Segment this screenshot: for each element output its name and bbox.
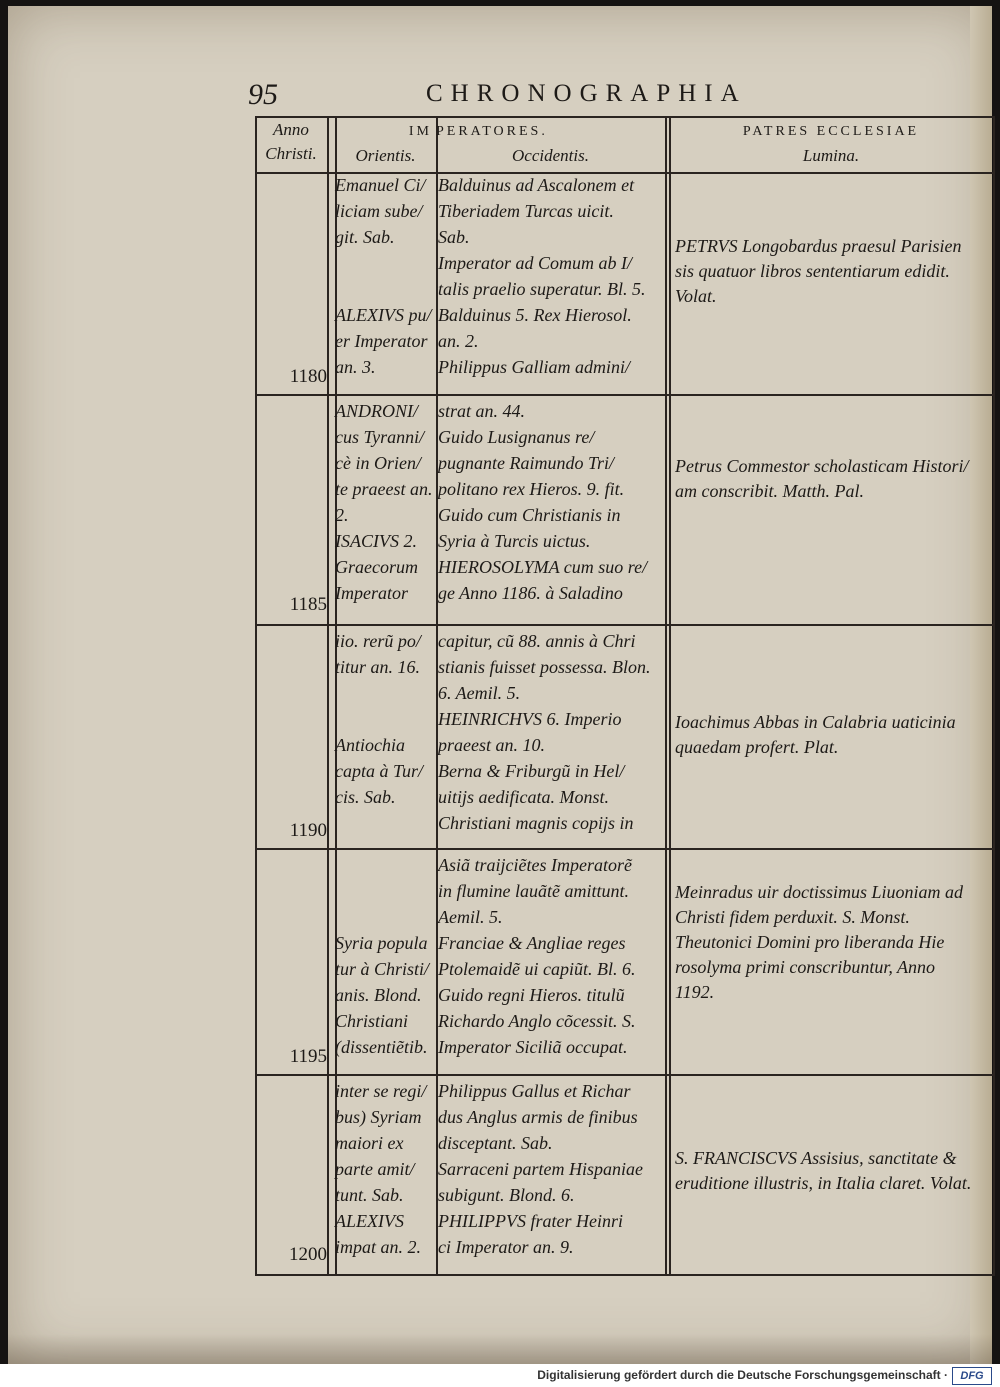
row5-year: 1200	[289, 1244, 327, 1265]
dfg-logo-icon: DFG	[952, 1367, 992, 1385]
rule-bottom	[255, 1274, 995, 1276]
row4-occident: Asiã traijciẽtes Imperatorẽ in flumine lauãtẽ amittunt. Aemil. 5. Franciae & Angliae reges Ptolemaidẽ ui capiũt. Bl. 6. Guido regni Hieros. titulũ Richardo Anglo cõcessit. S. Imperator Siciliã occupat.	[438, 855, 636, 1057]
row3-year: 1190	[289, 820, 327, 841]
rule-row3	[255, 848, 995, 850]
page-number: 95	[248, 78, 278, 111]
header-patres-line1: PATRES ECCLESIAE	[742, 124, 920, 139]
row5-orient: inter se regi/ bus) Syriam maiori ex parte amit/ tunt. Sab. ALEXIVS impat an. 2.	[335, 1081, 427, 1257]
header-patres	[669, 118, 993, 168]
row5-occident: Philippus Gallus et Richar dus Anglus armis de finibus disceptant. Sab. Sarraceni partem Hispaniae subigunt. Blond. 6. PHILIPPVS frater Heinri ci Imperator an. 9.	[438, 1081, 643, 1257]
row1-orient: Emanuel Ci/ liciam sube/ git. Sab. ALEXIVS pu/ er Imperator an. 3.	[335, 175, 432, 377]
header-anno-line2: Christi.	[265, 144, 317, 163]
row4-orient: Syria popula tur à Christi/ anis. Blond. Christiani (dissentiẽtib.	[335, 933, 430, 1057]
row3-patres: Ioachimus Abbas in Calabria uaticinia quaedam profert. Plat.	[675, 712, 956, 757]
header-occidentis	[436, 118, 665, 168]
header-imperatores-b: PERATORES.	[436, 124, 548, 139]
row3-occident: capitur, cũ 88. annis à Chri stianis fuisset possessa. Blon. 6. Aemil. 5. HEINRICHVS 6. Imperio praeest an. 10. Berna & Friburgũ in Hel/ uitijs aedificata. Monst. Christiani magnis copijs in	[438, 631, 651, 833]
header-imperatores-a: IM	[408, 124, 432, 139]
footer-credit: Digitalisierung gefördert durch die Deutsche Forschungsgemeinschaft ·	[537, 1368, 948, 1382]
footer-bar	[0, 1364, 1000, 1387]
header-anno-line1: Anno	[273, 120, 309, 139]
rule-left	[255, 116, 257, 1276]
rule-year	[327, 116, 329, 1276]
row2-orient: ANDRONI/ cus Tyranni/ cè in Orien/ te praeest an. 2. ISACIVS 2. Graecorum Imperator	[335, 401, 433, 603]
chronology-table	[255, 116, 995, 1276]
rule-row2	[255, 624, 995, 626]
row1-patres: PETRVS Longobardus praesul Parisien sis quatuor libros sententiarum edidit. Volat.	[675, 236, 962, 306]
row5-patres: S. FRANCISCVS Assisius, sanctitate & eruditione illustris, in Italia claret. Volat.	[675, 1148, 972, 1193]
page-shadow	[8, 1334, 992, 1364]
rule-patres-left	[669, 116, 671, 1276]
rule-right	[993, 116, 995, 1276]
rule-row4	[255, 1074, 995, 1076]
running-title: CHRONOGRAPHIA	[426, 80, 747, 107]
header-orientis-label: Orientis.	[355, 146, 416, 165]
header-occidentis-label: Occidentis.	[512, 146, 589, 165]
row2-patres: Petrus Commestor scholasticam Histori/ am conscribit. Matth. Pal.	[675, 456, 969, 501]
page-header	[248, 78, 808, 114]
row2-occident: strat an. 44. Guido Lusignanus re/ pugnante Raimundo Tri/ politano rex Hieros. 9. fit. Guido cum Christianis in Syria à Turcis uictus. HIEROSOLYMA cum suo re/ ge Anno 1186. à Saladino	[438, 401, 648, 603]
row1-occident: Balduinus ad Ascalonem et Tiberiadem Turcas uicit. Sab. Imperator ad Comum ab I/ talis praelio superatur. Bl. 5. Balduinus 5. Rex Hierosol. an. 2. Philippus Galliam admini/	[438, 175, 646, 377]
row2-year: 1185	[289, 594, 327, 615]
header-patres-line2: Lumina.	[802, 146, 860, 165]
header-orientis	[335, 118, 436, 168]
header-anno	[255, 118, 327, 166]
row4-patres: Meinradus uir doctissimus Liuoniam ad Christi fidem perduxit. S. Monst. Theutonici Domini pro liberanda Hie rosolyma primi conscribuntur, Anno 1192.	[675, 882, 964, 1002]
row3-orient: iio. rerũ po/ titur an. 16. Antiochia capta à Tur/ cis. Sab.	[335, 631, 424, 807]
rule-row1	[255, 394, 995, 396]
row4-year: 1195	[289, 1046, 327, 1067]
row1-year: 1180	[289, 366, 327, 387]
